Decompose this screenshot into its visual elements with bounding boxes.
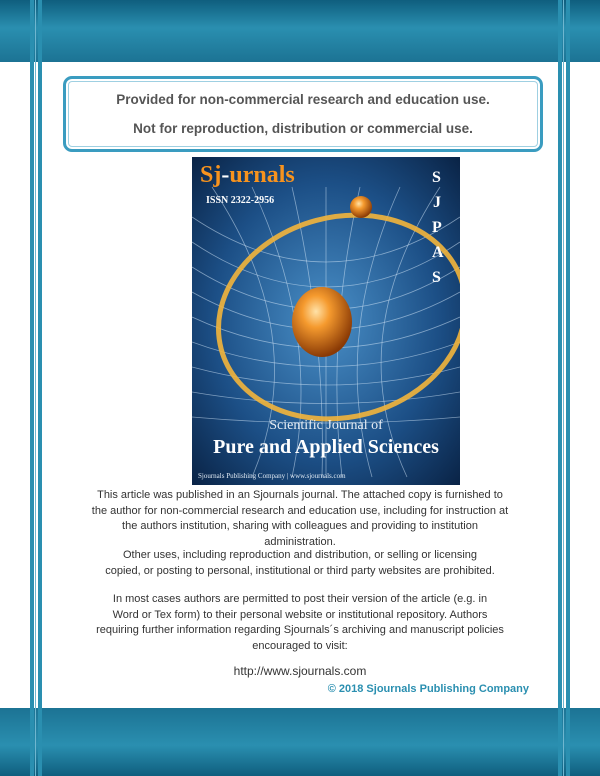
notice-line-1: Provided for non-commercial research and education use. — [116, 92, 490, 107]
text-line: requiring further information regarding Sjournals´s archiving and manuscript policies — [96, 624, 504, 636]
svg-text:J: J — [433, 194, 441, 211]
cover-journal-line1: Scientific Journal of — [269, 418, 383, 433]
notice-line-2: Not for reproduction, distribution or commercial use. — [133, 121, 473, 136]
paragraph-publication-notice — [60, 488, 540, 550]
top-banner — [0, 0, 600, 62]
cover-journal-line2: Pure and Applied Sciences — [213, 436, 439, 458]
left-border-bar — [30, 0, 34, 776]
right-border-bar — [566, 0, 570, 776]
svg-text:P: P — [432, 219, 442, 236]
svg-text:A: A — [432, 244, 444, 261]
right-border-line — [563, 0, 564, 776]
cover-logo: Sj-urnals — [200, 162, 295, 188]
svg-text:S: S — [432, 169, 441, 186]
text-line: copied, or posting to personal, institutional or third party websites are prohibited. — [105, 564, 495, 577]
text-line: the author for non-commercial research and education use, including for instruction at — [91, 504, 509, 517]
cover-footer: Sjournals Publishing Company | www.sjournals.com — [198, 472, 346, 480]
bottom-banner — [0, 708, 600, 776]
text-line: encouraged to visit: — [252, 639, 348, 652]
right-border-bar-inner — [558, 0, 562, 776]
text-line: Word or Tex form) to their personal website or institutional repository. Authors — [112, 608, 488, 621]
paragraph-author-rights — [60, 592, 540, 654]
small-sphere — [350, 196, 372, 218]
journal-cover-image — [192, 157, 460, 485]
paragraph-prohibited-uses — [60, 548, 540, 579]
website-link[interactable]: http://www.sjournals.com — [233, 664, 367, 678]
left-border-line — [35, 0, 36, 776]
text-line: administration. — [264, 535, 336, 548]
large-sphere — [292, 287, 352, 357]
text-line: Other uses, including reproduction and distribution, or selling or licensing — [122, 549, 478, 561]
usage-notice-box — [63, 76, 543, 152]
text-line: This article was published in an Sjournals journal. The attached copy is furnished to — [97, 489, 503, 501]
text-line: the authors institution, sharing with colleagues and providing to institution — [122, 520, 478, 532]
cover-issn: ISSN 2322-2956 — [206, 195, 275, 206]
text-line: In most cases authors are permitted to post their version of the article (e.g. in — [112, 593, 488, 605]
left-border-bar-inner — [38, 0, 42, 776]
svg-text:S: S — [432, 269, 441, 286]
copyright-notice: © 2018 Sjournals Publishing Company — [327, 683, 529, 695]
